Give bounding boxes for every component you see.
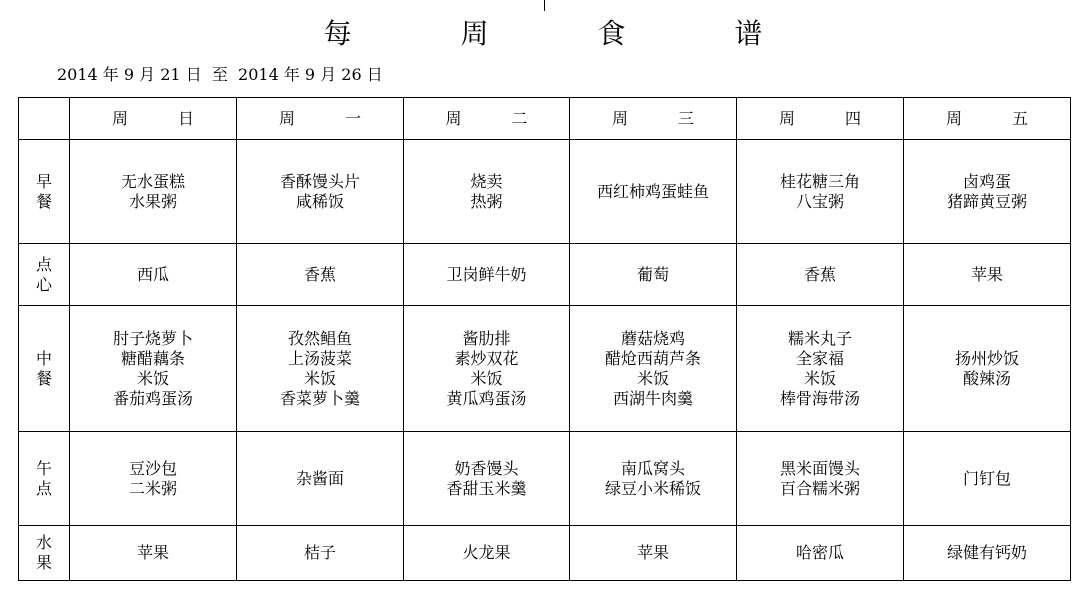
dish-name: 杂酱面 — [295, 468, 344, 488]
menu-cell-items — [296, 469, 344, 489]
dish-name: 米饭 — [470, 368, 503, 388]
menu-cell-items — [446, 329, 526, 409]
dish-name: 黄瓜鸡蛋汤 — [446, 388, 527, 408]
dish-name: 香酥馒头片 — [279, 171, 360, 191]
menu-cell — [904, 306, 1071, 432]
menu-cell-items — [597, 182, 709, 202]
menu-cell-items — [955, 349, 1019, 389]
meal-label-char: 午 — [35, 458, 52, 478]
menu-cell-items — [462, 543, 510, 563]
header-row — [19, 98, 1071, 140]
menu-cell — [404, 432, 570, 526]
dish-name: 西红柿鸡蛋蛙鱼 — [596, 181, 709, 201]
dish-name: 肘子烧萝卜 — [112, 328, 193, 348]
meal-label-char: 心 — [35, 274, 52, 294]
menu-cell-items — [637, 543, 669, 563]
menu-cell — [570, 140, 737, 244]
dish-name: 苹果 — [970, 264, 1003, 284]
dish-name: 豆沙包 — [128, 458, 177, 478]
menu-cell-items — [304, 543, 336, 563]
dish-name: 全家福 — [795, 348, 844, 368]
menu-cell — [404, 244, 570, 306]
dish-name: 棒骨海带汤 — [779, 388, 860, 408]
day-header-name: 二 — [511, 108, 528, 128]
menu-cell-items — [947, 543, 1027, 563]
menu-cell — [904, 432, 1071, 526]
date-range: 2014 年 9 月 21 日 至 2014 年 9 月 26 日 — [57, 65, 383, 84]
dish-name: 哈密瓜 — [795, 543, 844, 562]
dish-name: 孜然鲳鱼 — [287, 328, 352, 348]
day-header-prefix: 周 — [111, 108, 128, 128]
menu-cell-items — [446, 459, 526, 499]
day-header-name: 四 — [845, 108, 862, 128]
menu-cell — [70, 244, 237, 306]
meal-label — [19, 244, 70, 306]
corner-cell — [19, 98, 70, 140]
dish-name: 卫岗鲜牛奶 — [446, 264, 527, 284]
menu-cell — [570, 306, 737, 432]
menu-cell-items — [280, 172, 360, 212]
menu-cell — [404, 526, 570, 581]
menu-cell — [237, 244, 404, 306]
menu-cell-items — [129, 459, 177, 499]
meal-label-char: 餐 — [35, 368, 52, 388]
menu-cell-items — [304, 265, 336, 285]
menu-cell — [904, 244, 1071, 306]
dish-name: 葡萄 — [636, 264, 669, 284]
menu-cell-items — [780, 172, 860, 212]
meal-label-char: 中 — [35, 348, 52, 368]
day-header-prefix: 周 — [611, 108, 628, 128]
dish-name: 绿健有钙奶 — [946, 543, 1027, 562]
dish-name: 桂花糖三角 — [779, 171, 860, 191]
day-header-name: 一 — [345, 108, 362, 128]
menu-cell-items — [637, 265, 669, 285]
dish-name: 香甜玉米羹 — [446, 478, 527, 498]
dish-name: 卤鸡蛋 — [962, 171, 1011, 191]
menu-cell-items — [796, 543, 844, 563]
dish-name: 蘑菇烧鸡 — [620, 328, 685, 348]
meal-row — [19, 140, 1071, 244]
meal-label-char: 早 — [35, 171, 52, 191]
meal-row — [19, 244, 1071, 306]
day-header — [70, 98, 237, 140]
menu-cell-items — [780, 459, 860, 499]
dish-name: 火龙果 — [462, 543, 511, 562]
menu-cell — [737, 244, 904, 306]
day-header-name: 日 — [178, 108, 195, 128]
dish-name: 奶香馒头 — [454, 458, 519, 478]
dish-name: 上汤菠菜 — [287, 348, 352, 368]
day-header-prefix: 周 — [778, 108, 795, 128]
dish-name: 醋炝西葫芦条 — [604, 348, 701, 368]
menu-cell — [570, 244, 737, 306]
meal-label-char: 点 — [35, 254, 52, 274]
text-cursor-mark — [544, 0, 545, 11]
dish-name: 绿豆小米稀饭 — [604, 478, 701, 498]
dish-name: 香蕉 — [303, 264, 336, 284]
meal-label — [19, 432, 70, 526]
dish-name: 无水蛋糕 — [120, 171, 185, 191]
day-header-prefix: 周 — [278, 108, 295, 128]
day-header-name: 五 — [1012, 108, 1029, 128]
menu-cell-items — [780, 329, 860, 409]
menu-cell — [237, 526, 404, 581]
menu-cell-items — [947, 172, 1027, 212]
menu-cell-items — [605, 329, 701, 409]
meal-row — [19, 432, 1071, 526]
dish-name: 素炒双花 — [454, 348, 519, 368]
menu-cell-items — [280, 329, 360, 409]
dish-name: 扬州炒饭 — [954, 348, 1019, 368]
meal-row — [19, 306, 1071, 432]
meal-label-char: 餐 — [35, 191, 52, 211]
dish-name: 番茄鸡蛋汤 — [112, 388, 193, 408]
menu-cell-items — [113, 329, 193, 409]
weekly-menu-table — [18, 97, 1071, 581]
meal-label-char: 点 — [35, 478, 52, 498]
dish-name: 香菜萝卜羹 — [279, 388, 360, 408]
page-title: 每 周 食 谱 — [323, 17, 813, 50]
menu-cell-items — [137, 265, 169, 285]
day-header — [237, 98, 404, 140]
day-header — [404, 98, 570, 140]
meal-label — [19, 306, 70, 432]
menu-cell — [237, 306, 404, 432]
meal-label-char: 水 — [35, 533, 52, 552]
menu-cell — [70, 306, 237, 432]
menu-cell — [404, 306, 570, 432]
dish-name: 咸稀饭 — [295, 191, 344, 211]
meal-row — [19, 526, 1071, 581]
dish-name: 八宝粥 — [795, 191, 844, 211]
menu-cell — [904, 526, 1071, 581]
dish-name: 西瓜 — [136, 264, 169, 284]
menu-cell — [70, 526, 237, 581]
menu-cell — [237, 140, 404, 244]
day-header-prefix: 周 — [945, 108, 962, 128]
menu-body — [19, 140, 1071, 581]
day-header-name: 三 — [678, 108, 695, 128]
menu-cell-items — [963, 469, 1011, 489]
menu-cell-items — [470, 172, 502, 212]
menu-cell — [237, 432, 404, 526]
dish-name: 百合糯米粥 — [779, 478, 860, 498]
dish-name: 苹果 — [136, 543, 169, 562]
dish-name: 酸辣汤 — [962, 368, 1011, 388]
dish-name: 米饭 — [303, 368, 336, 388]
day-header-prefix: 周 — [445, 108, 462, 128]
dish-name: 糖醋藕条 — [120, 348, 185, 368]
menu-cell — [70, 140, 237, 244]
meal-label — [19, 526, 70, 581]
menu-cell — [737, 432, 904, 526]
menu-cell — [70, 432, 237, 526]
dish-name: 热粥 — [470, 191, 503, 211]
dish-name: 烧卖 — [470, 171, 503, 191]
meal-label-char: 果 — [35, 553, 52, 572]
dish-name: 桔子 — [303, 543, 336, 562]
menu-cell-items — [804, 265, 836, 285]
dish-name: 糯米丸子 — [787, 328, 852, 348]
menu-cell-items — [121, 172, 185, 212]
menu-cell-items — [137, 543, 169, 563]
dish-name: 米饭 — [636, 368, 669, 388]
menu-cell — [737, 526, 904, 581]
meal-label — [19, 140, 70, 244]
dish-name: 酱肋排 — [462, 328, 511, 348]
dish-name: 苹果 — [636, 543, 669, 562]
menu-cell — [570, 526, 737, 581]
menu-cell — [737, 306, 904, 432]
menu-cell-items — [446, 265, 526, 285]
day-header — [904, 98, 1071, 140]
dish-name: 水果粥 — [128, 191, 177, 211]
menu-cell — [737, 140, 904, 244]
dish-name: 米饭 — [136, 368, 169, 388]
menu-cell — [404, 140, 570, 244]
dish-name: 香蕉 — [803, 264, 836, 284]
dish-name: 米饭 — [803, 368, 836, 388]
dish-name: 黑米面馒头 — [779, 458, 860, 478]
dish-name: 南瓜窝头 — [620, 458, 685, 478]
menu-cell-items — [971, 265, 1003, 285]
menu-cell — [570, 432, 737, 526]
dish-name: 门钉包 — [962, 468, 1011, 488]
dish-name: 二米粥 — [128, 478, 177, 498]
menu-cell — [904, 140, 1071, 244]
dish-name: 猪蹄黄豆粥 — [946, 191, 1027, 211]
dish-name: 西湖牛肉羹 — [612, 388, 693, 408]
day-header — [570, 98, 737, 140]
day-header — [737, 98, 904, 140]
menu-cell-items — [605, 459, 701, 499]
